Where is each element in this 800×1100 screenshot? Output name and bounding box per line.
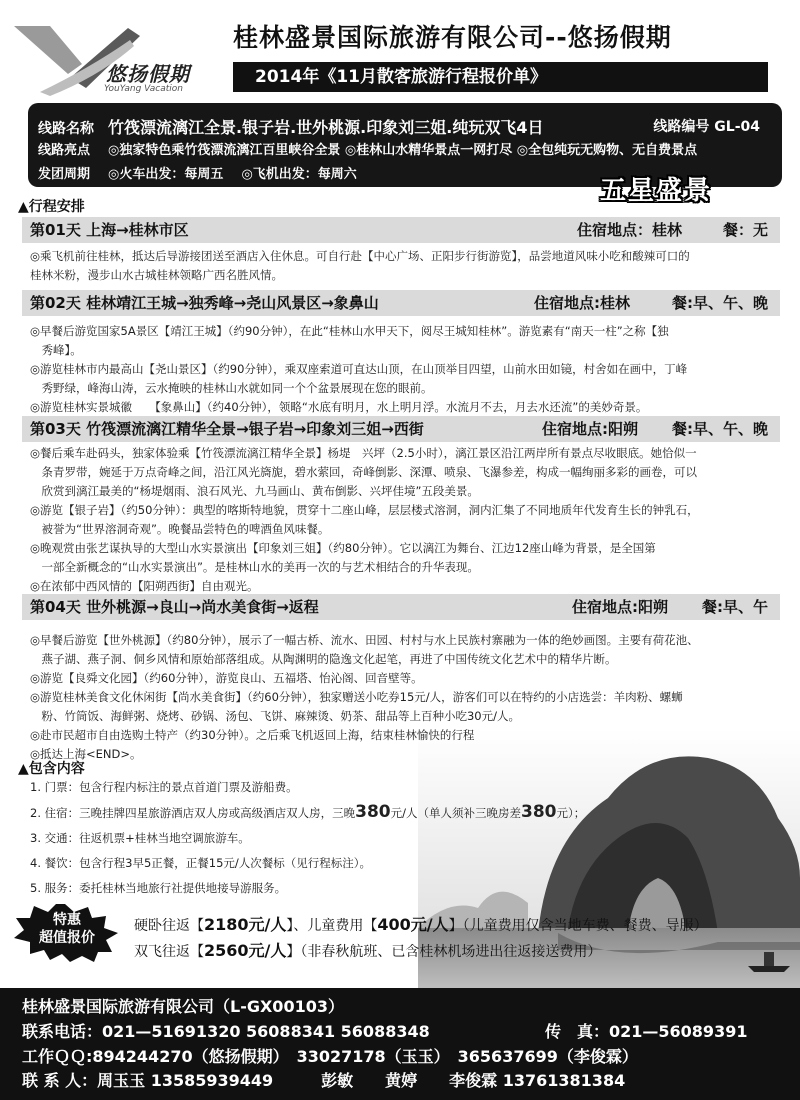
flight-price: 2560元/人 [204, 941, 287, 960]
flight-price-line [134, 938, 601, 961]
day-3-details [30, 444, 775, 596]
includes-list [30, 777, 630, 899]
day-3-line: ◎游览【银子岩】（约50分钟）：典型的喀斯特地貌，贯穿十二座山峰，层层楼式溶洞，洞内汇集了不同地质年代发育生长的钟乳石， [30, 503, 699, 517]
highlight-1: ◎独家特色乘竹筏漂流漓江百里峡谷全景 [108, 143, 341, 158]
lodging-price: 380 [355, 802, 391, 822]
day-2-details [30, 322, 775, 417]
footer-company: 桂林盛景国际旅游有限公司（L-GX00103） [22, 997, 344, 1016]
day-3-line: ◎在浓郁中西风情的【阳朔西街】自由观光。 [30, 579, 259, 593]
route-code: 线路编号 GL-04 [653, 119, 760, 135]
day-3-meals: 餐:早、午、晚 [672, 420, 768, 438]
highlight-3: ◎全包纯玩无购物、无自费景点 [516, 143, 698, 158]
include-item-service: 5. 服务：委托桂林当地旅行社提供地接导游服务。 [30, 881, 287, 895]
include-item-transport: 3. 交通：往返机票+桂林当地空调旅游车。 [30, 831, 250, 845]
footer-phone: 联系电话：021—51691320 56088341 56088348 [22, 1022, 430, 1041]
day-4-line: ◎抵达上海<END>。 [30, 747, 142, 761]
highlight-label: 线路亮点 [38, 143, 91, 158]
special-line-1: 特惠 [53, 912, 81, 928]
route-schedule-row [38, 163, 357, 182]
train-label: 硬卧往返【 [134, 918, 204, 934]
lodging-text-3: 元）； [556, 806, 586, 820]
child-label: 】、儿童费用【 [286, 918, 378, 934]
day-2-line: ◎游览桂林市内最高山【尧山景区】（约90分钟），乘双座索道可直达山顶，在山顶举目四望，山前水田如镜，村舍如在画中，丁峰 [30, 362, 688, 376]
day-2-line: 秀峰】。 [30, 343, 82, 357]
day-1-line: 桂林米粉，漫步山水古城桂林领略广西名胜风情。 [30, 268, 283, 282]
day-1-line: ◎乘飞机前往桂林，抵达后导游接团送至酒店入住休息。可自行赴【中心广场、正阳步行街游览】，品尝地道风味小吃和酸辣可口的 [30, 249, 690, 263]
day-2-line: 秀野绿，峰海山涛，云水掩映的桂林山水就如同一个个盆景展现在您的眼前。 [30, 381, 433, 395]
footer-fax: 传 真：021—56089391 [545, 1022, 748, 1041]
schedule-label: 发团周期 [38, 167, 91, 182]
day-2-line: ◎游览桂林实景城徽 【象鼻山】（约40分钟），领略“水底有明月，水上明月浮。水流月不去，月去水还流”的美妙奇景。 [30, 400, 648, 414]
include-item-tickets: 1. 门票：包含行程内标注的景点首道门票及游船费。 [30, 780, 298, 794]
logo-subtitle: YouYang Vacation [104, 84, 183, 94]
day-3-stay: 住宿地点:阳朔 [542, 420, 638, 438]
lodging-text: 2. 住宿：三晚挂牌四星旅游酒店双人房或高级酒店双人房，三晚 [30, 806, 356, 820]
title-banner: 2014年《11月散客旅游行程报价单》 [233, 62, 768, 92]
day-1-details [30, 247, 775, 285]
day-4-header [22, 594, 780, 620]
day-3-line: 被誉为“世界溶洞奇观”。晚餐品尝特色的啤酒鱼风味餐。 [30, 522, 330, 536]
day-1-meals: 餐：无 [722, 221, 768, 239]
route-name-row [38, 115, 543, 138]
day-4-line: ◎赴市民超市自由选购土特产（约30分钟）。之后乘飞机返回上海，结束桂林愉快的行程 [30, 728, 475, 742]
highlight-2: ◎桂林山水精华景点一网打尽 [344, 143, 513, 158]
route-highlight-row [38, 139, 697, 158]
route-name-label: 线路名称 [38, 121, 94, 137]
footer-qq: 工作ＱＱ:894244270（悠扬假期） 33027178（玉玉） 365637699（李俊霖） [22, 1047, 638, 1066]
logo-text: 悠扬假期 [106, 62, 190, 86]
contact-footer [0, 988, 800, 1100]
day-2-line: ◎早餐后游览国家5A景区【靖江王城】（约90分钟），在此“桂林山水甲天下，阅尽王城知桂林”。游览素有“南天一柱”之称【独 [30, 324, 669, 338]
flight-label: 双飞往返【 [134, 944, 204, 960]
day-4-line: 燕子湖、燕子洞、侗乡风情和原始部落组成。从陶渊明的隐逸文化起笔，再进了中国传统文化艺术中的精华片断。 [30, 652, 617, 666]
day-3-line: 一部全新概念的“山水实景演出”。是桂林山水的美再一次的与艺术相结合的升华表现。 [30, 560, 479, 574]
day-2-meals: 餐:早、午、晚 [672, 294, 768, 312]
day-3-header [22, 416, 780, 442]
itinerary-title: ▲行程安排 [18, 199, 85, 215]
day-3-line: ◎晚观赏由张艺谋执导的大型山水实景演出【印象刘三姐】（约80分钟）。它以漓江为舞台、江边12座山峰为背景，是全国第 [30, 541, 656, 555]
day-4-meals: 餐:早、午 [702, 598, 768, 616]
day-4-line: ◎游览桂林美食文化休闲街【尚水美食街】（约60分钟），独家赠送小吃券15元/人，游客们可以在特约的小店选尝：羊肉粉、螺蛳 [30, 690, 683, 704]
day-3-title: 第03天 竹筏漂流漓江精华全景→银子岩→印象刘三姐→西街 [30, 420, 424, 438]
route-name: 竹筏漂流漓江全景.银子岩.世外桃源.印象刘三姐.纯玩双飞4日 [108, 118, 544, 137]
day-1-stay: 住宿地点：桂林 [577, 221, 683, 239]
schedule-flight: ◎飞机出发：每周六 [241, 167, 357, 182]
day-1-header [22, 217, 780, 243]
day-4-line: ◎早餐后游览【世外桃源】（约80分钟），展示了一幅古桥、流水、田园、村村与水上民族村寨融为一体的绝妙画图。主要有荷花池、 [30, 633, 699, 647]
day-4-title: 第04天 世外桃源→良山→尚水美食街→返程 [30, 598, 319, 616]
lodging-text-2: 元/人（单人须补三晚房差 [390, 806, 521, 820]
company-title: 桂林盛景国际旅游有限公司--悠扬假期 [233, 23, 672, 52]
day-2-header [22, 290, 780, 316]
day-2-title: 第02天 桂林靖江王城→独秀峰→尧山风景区→象鼻山 [30, 294, 379, 312]
day-4-line: ◎游览【良舜文化园】（约60分钟），游览良山、五福塔、怡沁阁、回音壁等。 [30, 671, 423, 685]
include-item-lodging [30, 802, 630, 824]
special-line-2: 超值报价 [39, 930, 95, 946]
child-price: 400元/人 [377, 915, 449, 934]
day-3-line: ◎餐后乘车赴码头，独家体验乘【竹筏漂流漓江精华全景】杨堤 兴坪（2.5小时），漓江景区沿江两岸所有景点尽收眼底。她恰似一 [30, 446, 697, 460]
child-note: 】（儿童费用仅含当地车费、餐费、导服） [448, 918, 708, 934]
single-supplement-price: 380 [521, 802, 557, 822]
day-4-stay: 住宿地点:阳朔 [572, 598, 668, 616]
train-price-line [134, 912, 708, 935]
includes-title: ▲包含内容 [18, 761, 85, 777]
day-4-line: 粉、竹筒饭、海鲜粥、烧烤、砂锅、汤包、飞饼、麻辣烫、奶茶、甜品等上百种小吃30元/人。 [30, 709, 521, 723]
schedule-train: ◎火车出发：每周五 [108, 167, 224, 182]
day-4-details [30, 631, 770, 764]
day-3-line: 欣赏到漓江最美的“杨堤烟雨、浪石风光、九马画山、黄布倒影、兴坪佳境”五段美景。 [30, 484, 479, 498]
five-star-badge: 五星盛景 [600, 176, 713, 206]
train-price: 2180元/人 [204, 915, 287, 934]
special-offer-text [28, 911, 106, 947]
day-3-line: 条青罗带，婉延于万点奇峰之间，沿江风光旖旎，碧水萦回，奇峰倒影、深潭、喷泉、飞瀑参差，构成一幅绚丽多彩的画卷，可以 [30, 465, 697, 479]
day-1-title: 第01天 上海→桂林市区 [30, 221, 189, 239]
day-2-stay: 住宿地点:桂林 [534, 294, 630, 312]
include-item-meals: 4. 餐饮：包含行程3早5正餐，正餐15元/人次餐标（见行程标注）。 [30, 856, 372, 870]
flight-note: 】（非春秋航班、已含桂林机场进出往返接送费用） [286, 944, 602, 960]
footer-contacts: 联 系 人：周玉玉 13585939449 彭敏 黄婷 李俊霖 13761381384 [22, 1071, 626, 1090]
